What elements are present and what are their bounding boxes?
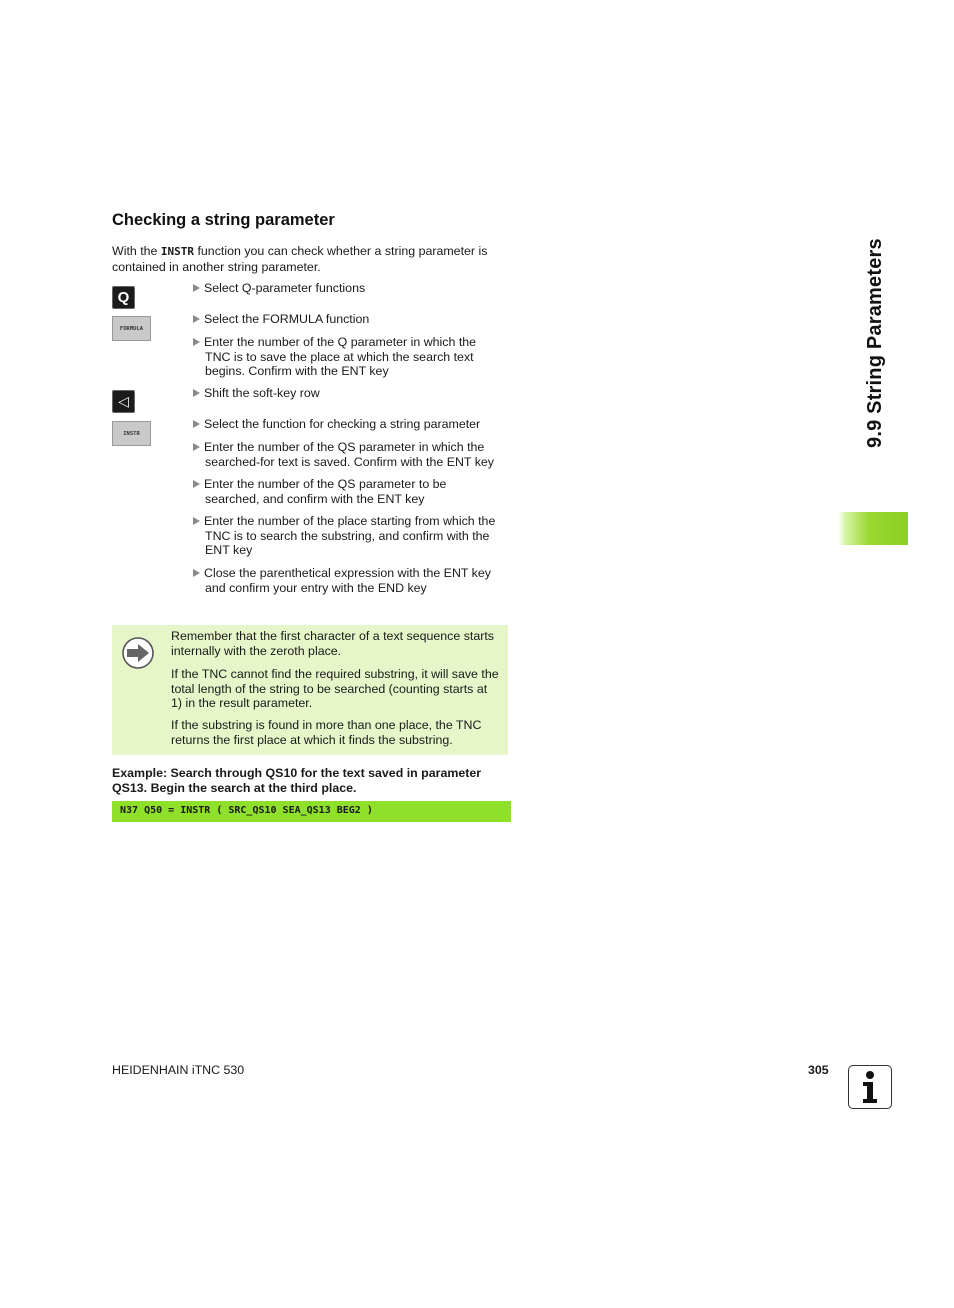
note-paragraph: If the TNC cannot find the required substring, it will save the total length of the string to be searched (counting starts at 1) in the result parameter.: [171, 667, 499, 710]
intro-paragraph: [112, 244, 512, 274]
triangle-right-icon: [193, 315, 200, 323]
step-text: Shift the soft-key row: [204, 386, 320, 400]
triangle-right-icon: [193, 480, 200, 488]
footer-brand: HEIDENHAIN iTNC 530: [112, 1063, 245, 1077]
shift-softkey-row-key[interactable]: [112, 390, 135, 413]
chapter-tab-marker: [838, 512, 908, 545]
note-paragraph: Remember that the first character of a text sequence starts internally with the zeroth place.: [171, 629, 494, 658]
step-text-continued: searched-for text is saved. Confirm with the ENT key: [205, 454, 494, 469]
triangle-right-icon: [193, 389, 200, 397]
intro-text-before: With the: [112, 244, 161, 258]
step-text: Enter the number of the QS parameter in which the: [204, 440, 485, 454]
instr-softkey-label: INSTR: [123, 430, 140, 437]
step-text: Select Q-parameter functions: [204, 281, 366, 295]
step-text: Enter the number of the place starting from which the: [204, 514, 496, 528]
step-item: [193, 566, 513, 595]
step-text-continued: and confirm your entry with the END key: [205, 580, 427, 595]
intro-keyword: INSTR: [160, 245, 195, 258]
triangle-right-icon: [193, 569, 200, 577]
triangle-right-icon: [193, 284, 200, 292]
step-item: [193, 281, 513, 296]
q-key-label: Q: [117, 289, 130, 306]
step-item: [193, 386, 513, 401]
step-text: Close the parenthetical expression with the ENT key: [204, 566, 491, 580]
note-paragraph: If the substring is found in more than one place, the TNC returns the first place at which it finds the substring.: [171, 718, 482, 747]
step-item: [193, 440, 513, 469]
section-heading: Checking a string parameter: [112, 211, 335, 229]
chapter-side-title: 9.9 String Parameters: [864, 238, 886, 448]
info-i-icon: [848, 1065, 892, 1109]
formula-softkey-label: FORMULA: [119, 325, 144, 332]
info-i-glyph: [849, 1066, 891, 1108]
triangle-right-icon: [193, 420, 200, 428]
intro-text-after: function you can check whether a string parameter is contained in another string parameter.: [112, 244, 488, 274]
left-arrow-icon: ◁: [118, 393, 129, 409]
arrow-right-circle-icon: [121, 636, 155, 670]
triangle-right-icon: [193, 517, 200, 525]
example-title: Example: Search through QS10 for the text saved in parameter QS13. Begin the search at the third place.: [112, 766, 482, 795]
triangle-right-icon: [193, 338, 200, 346]
triangle-right-icon: [193, 443, 200, 451]
step-text-continued: TNC is to save the place at which the search text begins. Confirm with the ENT key: [205, 349, 474, 378]
step-text-continued: searched, and confirm with the ENT key: [205, 491, 425, 506]
step-item: [193, 417, 513, 432]
step-item: [193, 477, 513, 506]
instr-softkey[interactable]: [112, 421, 151, 446]
step-item: [193, 514, 513, 558]
page-number: 305: [808, 1063, 829, 1077]
step-text: Enter the number of the Q parameter in which the: [204, 335, 477, 349]
q-key[interactable]: [112, 286, 135, 309]
step-text: Enter the number of the QS parameter to be: [204, 477, 447, 491]
step-item: [193, 312, 513, 327]
step-text: Select the FORMULA function: [204, 312, 370, 326]
step-text-continued: TNC is to search the substring, and confirm with the ENT key: [205, 528, 490, 557]
formula-softkey[interactable]: [112, 316, 151, 341]
step-text: Select the function for checking a string parameter: [204, 417, 481, 431]
code-line: N37 Q50 = INSTR ( SRC_QS10 SEA_QS13 BEG2 ): [120, 805, 373, 816]
step-item: [193, 335, 513, 379]
